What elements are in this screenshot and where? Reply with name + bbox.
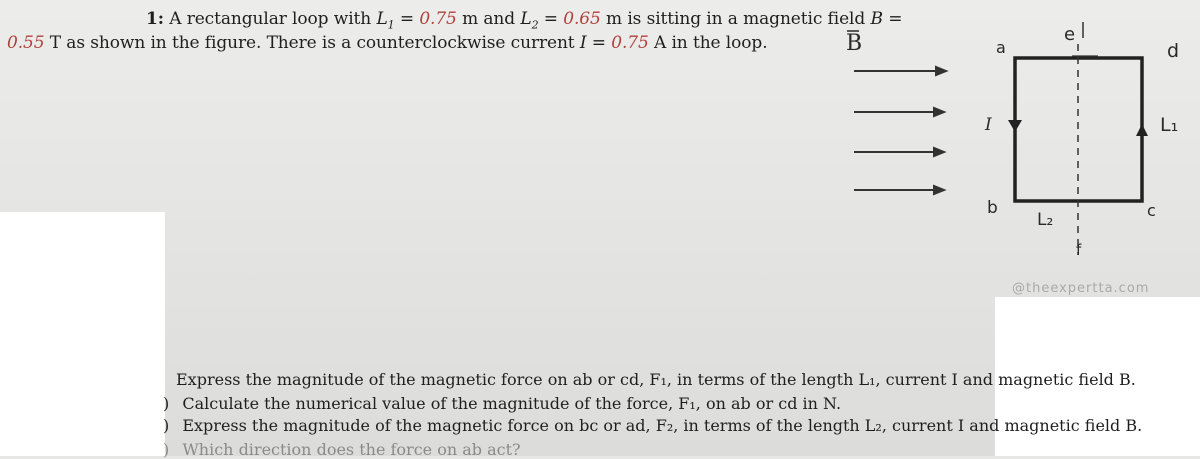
corner-label-c: c <box>1147 201 1156 220</box>
length-label-L1: L₁ <box>1160 114 1179 136</box>
question-1 <box>163 370 1136 389</box>
field-arrowhead-2 <box>934 108 944 116</box>
current-arrow-down <box>1008 120 1022 132</box>
watermark: @theexpertta.com <box>1012 281 1150 296</box>
point-label-e: e <box>1064 24 1076 45</box>
field-arrowhead-4 <box>934 186 944 194</box>
corner-label-b: b <box>987 198 998 218</box>
current-label-I: I <box>985 115 992 135</box>
corner-label-a: a <box>996 38 1006 57</box>
field-arrowhead-3 <box>934 148 944 156</box>
question-3: ) Express the magnitude of the magnetic force on bc or ad, F₂, in terms of the length L₂, current I and magnetic field B. <box>163 416 1143 435</box>
field-label-B: B <box>846 31 863 56</box>
corner-label-d: d <box>1167 40 1180 62</box>
current-arrow-up <box>1136 124 1148 136</box>
question-2-text: Calculate the numerical value of the magnitude of the force, F₁, on ab or cd in N. <box>182 394 842 413</box>
question-2: ) Calculate the numerical value of the magnitude of the force, F₁, on ab or cd in N. <box>163 394 842 413</box>
problem-number: 1: <box>146 9 164 29</box>
point-label-f: f <box>1076 241 1082 259</box>
problem-line-1: 1: A rectangular loop with $L_1 = 0.75$ m and $L_2 = 0.65$ m is sitting in a magnetic field B = <box>146 9 903 32</box>
I-value: 0.75 <box>611 33 649 53</box>
B-value: 0.55 <box>7 33 45 53</box>
problem-line-2: 0.55 T as shown in the figure. There is a counterclockwise current I = 0.75 A in the loop. <box>7 33 768 53</box>
question-4: ) Which direction does the force on ab act? <box>163 440 521 459</box>
question-4-text: Which direction does the force on ab act? <box>182 440 521 459</box>
field-arrows <box>854 67 946 194</box>
question-1-text: Express the magnitude of the magnetic force on ab or cd, F₁, in terms of the length L₁, current I and magnetic field B. <box>176 370 1136 389</box>
field-arrowhead-1 <box>936 67 946 75</box>
L2-value: 0.65 <box>563 9 601 29</box>
L1-value: 0.75 <box>419 9 457 29</box>
length-label-L2: L₂ <box>1037 210 1054 230</box>
question-3-text: Express the magnitude of the magnetic force on bc or ad, F₂, in terms of the length L₂, current I and magnetic field B. <box>182 416 1143 435</box>
